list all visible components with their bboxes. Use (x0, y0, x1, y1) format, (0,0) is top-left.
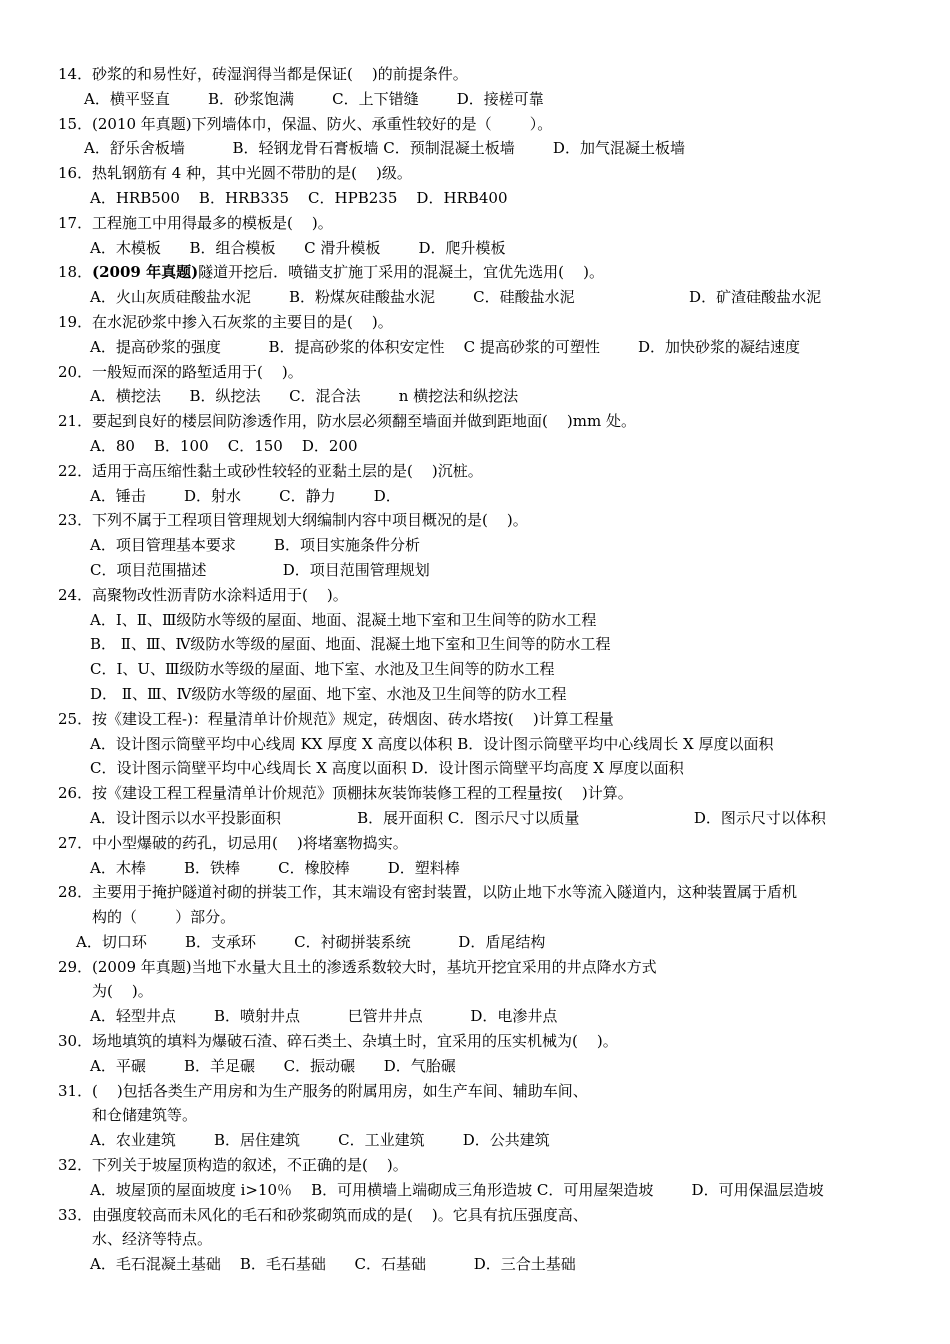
question-line (0, 1029, 950, 1054)
question-line (0, 583, 950, 608)
question-number: 30． (58, 1032, 93, 1051)
question-text: 按《建设工程-)：程量清单计价规范》规定，砖烟囱、砖水塔按( )计算工程量 (92, 709, 614, 728)
line-text: A．农业建筑 B．居住建筑 C．工业建筑 D．公共建筑 (90, 1131, 550, 1150)
question-continuation (0, 905, 950, 930)
line-text: A．木棒 B．铁棒 C．橡胶棒 D．塑料棒 (90, 858, 460, 877)
options-line (0, 1252, 950, 1277)
line-text: A．切口环 B．支承环 C．衬砌拼装系统 D．盾尾结构 (76, 932, 546, 951)
options-line (0, 136, 950, 161)
options-line (0, 335, 950, 360)
line-text: 构的（ ）部分。 (92, 908, 236, 927)
options-line (0, 930, 950, 955)
question-text: (2009 年真题)当地下水量大且土的渗透系数较大时，基坑开挖宜采用的井点降水方式 (92, 957, 657, 976)
question-text: 在水泥砂浆中掺入石灰浆的主要目的是( )。 (92, 312, 393, 331)
line-text: A．HRB500 B．HRB335 C．HPB235 D．HRB400 (90, 188, 508, 207)
line-text: A．设计图示以水平投影面积 B．展开面积 C．图示尺寸以质量 D．图示尺寸以体积 (90, 808, 826, 827)
options-line (0, 1004, 950, 1029)
question-line (0, 781, 950, 806)
question-number: 24． (58, 585, 93, 604)
question-number: 19． (58, 312, 93, 331)
question-text: 热轧钢筋有 4 种，其中光圆不带肋的是( )级。 (92, 164, 412, 183)
question-number: 16． (58, 164, 93, 183)
options-line (0, 1178, 950, 1203)
question-number: 25． (58, 709, 93, 728)
line-text: A．坡屋顶的屋面坡度 i>10％ B．可用横墙上端砌成三角形造坡 C．可用屋架造坡 D．可用保温层造坡 (90, 1180, 824, 1199)
line-text: A．轻型井点 B．喷射井点 巳管井井点 D．电渗井点 (90, 1007, 558, 1026)
line-text: C．设计图示筒壁平均中心线周长 X 高度以面积 D．设计图示筒壁平均高度 X 厚度以面积 (90, 759, 684, 778)
question-number: 15． (58, 114, 93, 133)
question-number: 32． (58, 1156, 93, 1175)
question-line (0, 831, 950, 856)
question-number: 18． (58, 263, 93, 282)
options-line (0, 608, 950, 633)
question-number: 31． (58, 1081, 93, 1100)
line-text: A．提高砂浆的强度 B．提高砂浆的体积安定性 C 提高砂浆的可塑性 D．加快砂浆的凝结速度 (90, 337, 801, 356)
question-line (0, 409, 950, 434)
question-text: ( )包括各类生产用房和为生产服务的附属用房，如生产车间、辅助车间、 (92, 1081, 588, 1100)
question-text: 按《建设工程工程量清单计价规范》顶棚抹灰装饰装修工程的工程量按( )计算。 (92, 784, 633, 803)
options-line (0, 558, 950, 583)
question-text: 工程施工中用得最多的模板是( )。 (92, 213, 333, 232)
question-line (0, 211, 950, 236)
line-text: C．项目范围描述 D．项目范围管理规划 (90, 560, 430, 579)
line-text: B． Ⅱ、Ⅲ、Ⅳ级防水等级的屋面、地面、混凝土地下室和卫生间等的防水工程 (90, 635, 611, 654)
question-text: 中小型爆破的药孔，切忌用( )将堵塞物捣实。 (92, 833, 408, 852)
question-number: 27． (58, 833, 93, 852)
options-line (0, 87, 950, 112)
question-text: 主要用于掩护隧道衬砌的拼装工作，其末端设有密封装置，以防止地下水等流入隧道内，这种装置属于盾机 (92, 883, 798, 902)
question-continuation (0, 979, 950, 1004)
document-page (0, 62, 950, 1277)
options-line (0, 285, 950, 310)
options-line (0, 186, 950, 211)
options-line (0, 384, 950, 409)
options-line (0, 632, 950, 657)
question-text: 一般短而深的路堑适用于( )。 (92, 362, 303, 381)
options-line (0, 756, 950, 781)
question-number: 33． (58, 1205, 93, 1224)
question-line (0, 459, 950, 484)
question-number: 23． (58, 511, 93, 530)
question-text: 由强度较高而未风化的毛石和砂浆砌筑而成的是( )。它具有抗压强度高、 (92, 1205, 588, 1224)
options-line (0, 434, 950, 459)
line-text: 水、经济等特点。 (92, 1230, 213, 1249)
question-number: 22． (58, 461, 93, 480)
options-line (0, 732, 950, 757)
line-text: A．毛石混凝土基础 B．毛石基础 C．石基础 D．三合土基础 (90, 1255, 576, 1274)
options-line (0, 1054, 950, 1079)
question-text: 要起到良好的楼层间防渗透作用，防水层必须翻至墙面并做到距地面( )mm 处。 (92, 412, 636, 431)
question-number: 14． (58, 65, 93, 83)
question-number: 21． (58, 412, 93, 431)
question-text: 下列不属于工程项目管理规划大纲编制内容中项目概况的是( )。 (92, 511, 528, 530)
line-text: A．平碾 B．羊足碾 C．振动碾 D．气胎碾 (90, 1056, 456, 1075)
question-line (0, 62, 950, 87)
line-text: 和仓储建筑等。 (92, 1106, 198, 1125)
question-text: 高聚物改性沥青防水涂料适用于( )。 (92, 585, 348, 604)
question-continuation (0, 1103, 950, 1128)
question-line (0, 880, 950, 905)
options-line (0, 806, 950, 831)
question-continuation (0, 1227, 950, 1252)
question-line (0, 955, 950, 980)
question-text: 下列关于坡屋顶构造的叙述，不正确的是( )。 (92, 1156, 408, 1175)
line-text: A．木模板 B．组合模板 C 滑升模板 D．爬升模板 (90, 238, 506, 257)
line-text: A．横平竖直 B．砂浆饱满 C．上下错缝 D．接槎可靠 (84, 89, 544, 108)
options-line (0, 682, 950, 707)
question-text: 场地填筑的填料为爆破石渣、碎石类土、杂填土时，宜采用的压实机械为( )。 (92, 1032, 618, 1051)
question-number: 28． (58, 883, 93, 902)
question-text: 砂浆的和易性好，砖湿润得当都是保证( )的前提条件。 (92, 65, 468, 83)
question-text: (2010 年真题)下列墙体巾，保温、防火、承重性较好的是（ ）。 (92, 114, 553, 133)
options-line (0, 856, 950, 881)
line-text: A．项目管理基本要求 B．项目实施条件分析 (90, 536, 421, 555)
question-line (0, 707, 950, 732)
options-line (0, 657, 950, 682)
line-text: A．设计图示筒壁平均中心线周 KX 厚度 X 高度以体积 B．设计图示筒壁平均中心线周长 X 厚度以面积 (90, 734, 774, 753)
question-line (0, 112, 950, 137)
line-text: 为( )。 (92, 982, 153, 1001)
options-line (0, 1128, 950, 1153)
options-line (0, 236, 950, 261)
question-line (0, 260, 950, 285)
line-text: A．I、Ⅱ、Ⅲ级防水等级的屋面、地面、混凝土地下室和卫生间等的防水工程 (90, 610, 597, 629)
line-text: A．80 B．100 C．150 D．200 (90, 436, 358, 455)
question-text: 隧道开挖后．喷锚支扩施丁采用的混凝土，宜优先选用( )。 (198, 263, 604, 282)
question-number: 20． (58, 362, 93, 381)
question-text: 适用于高压缩性黏土或砂性较轻的亚黏土层的是( )沉桩。 (92, 461, 483, 480)
question-line (0, 1153, 950, 1178)
line-text: A．火山灰质硅酸盐水泥 B．粉煤灰硅酸盐水泥 C．硅酸盐水泥 D．矿渣硅酸盐水泥 (90, 288, 822, 307)
question-line (0, 508, 950, 533)
question-line (0, 161, 950, 186)
options-line (0, 484, 950, 509)
line-text: A．舒乐舍板墙 B．轻钢龙骨石膏板墙 C．预制混凝土板墙 D．加气混凝土板墙 (84, 139, 685, 158)
line-text: C．I、U、Ⅲ级防水等级的屋面、地下室、水池及卫生间等的防水工程 (90, 660, 555, 679)
question-line (0, 1079, 950, 1104)
question-number: 17． (58, 213, 93, 232)
question-line (0, 1203, 950, 1228)
line-text: A．锤击 D．射水 C．静力 D． (90, 486, 401, 505)
options-line (0, 533, 950, 558)
question-line (0, 310, 950, 335)
question-source-tag: (2009 年真题) (92, 263, 199, 282)
line-text: A．横挖法 B．纵挖法 C．混合法 n 横挖法和纵挖法 (90, 387, 519, 406)
line-text: D． Ⅱ、Ⅲ、Ⅳ级防水等级的屋面、地下室、水池及卫生间等的防水工程 (90, 684, 567, 703)
question-number: 29． (58, 957, 93, 976)
question-line (0, 360, 950, 385)
question-number: 26． (58, 784, 93, 803)
